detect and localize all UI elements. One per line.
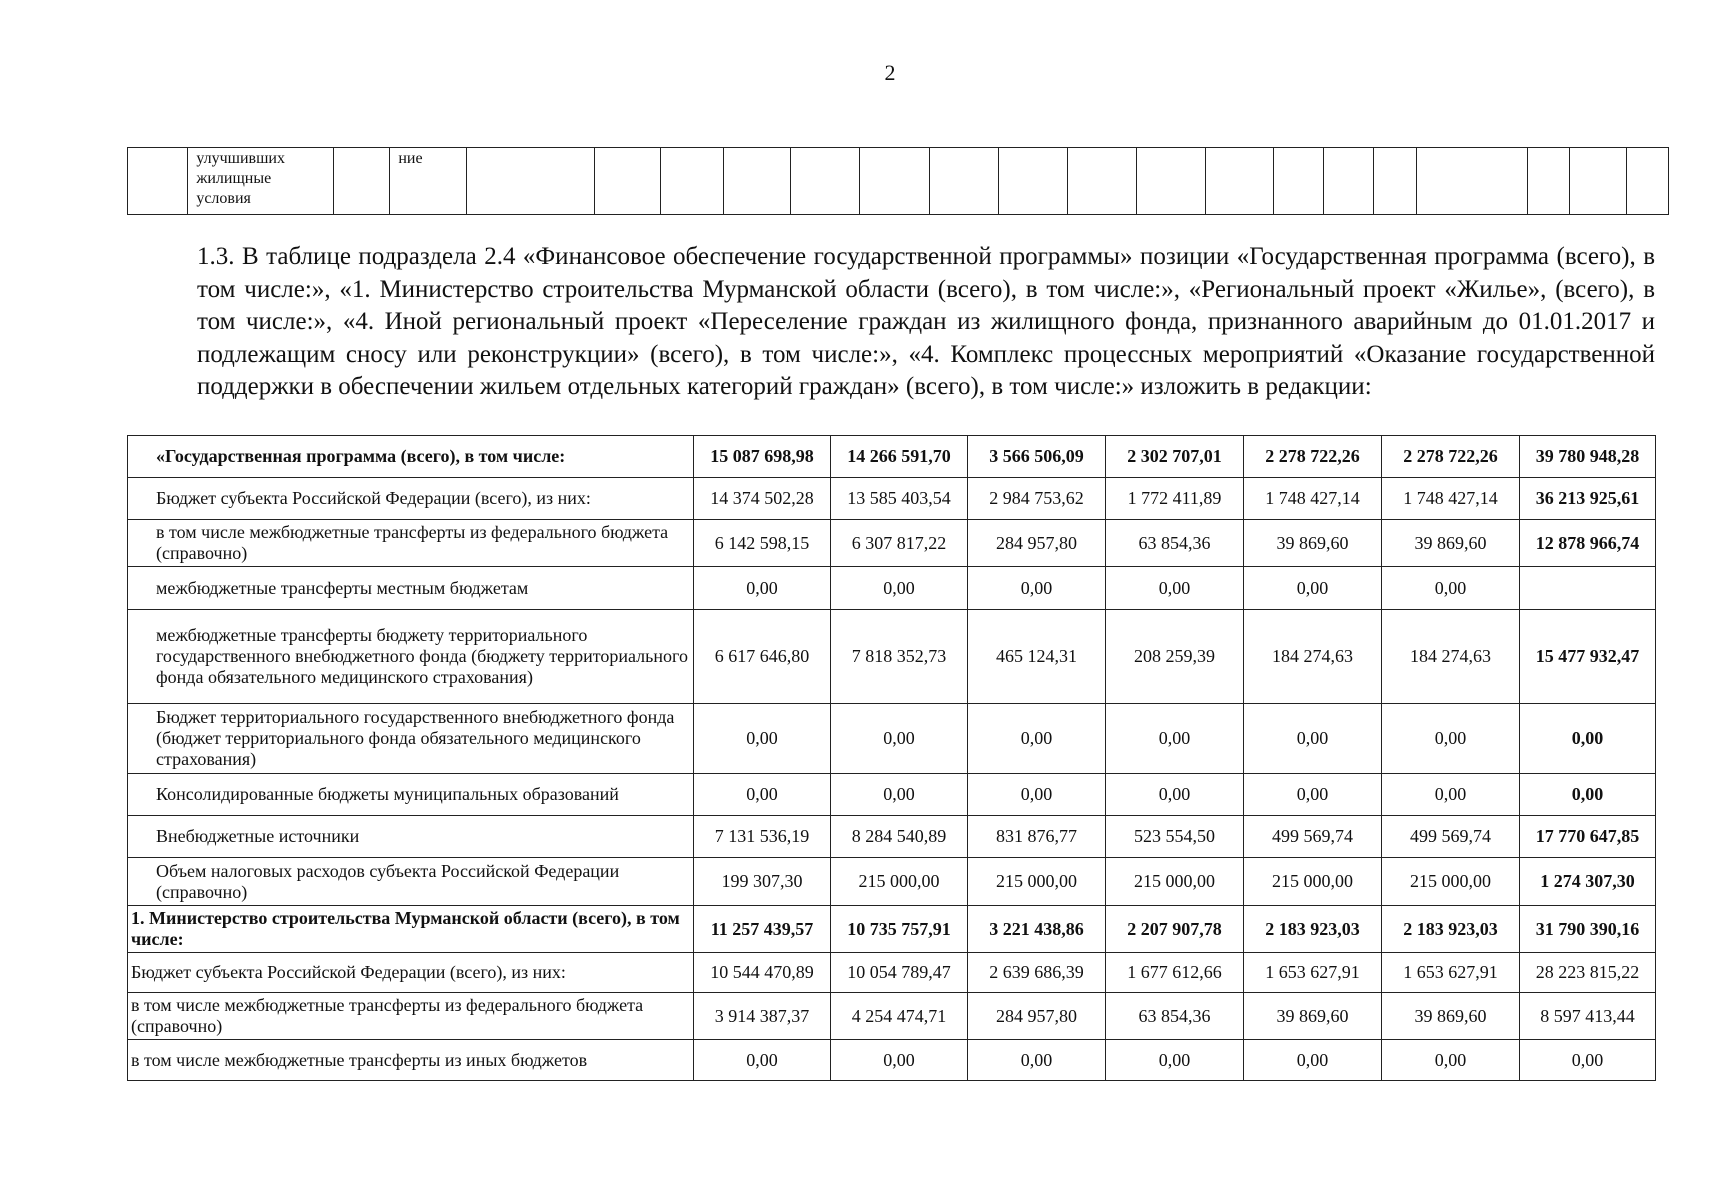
page-number: 2 (884, 60, 896, 85)
table-cell: 31 790 390,16 (1520, 906, 1656, 953)
table-cell: 215 000,00 (1244, 858, 1382, 906)
table-cell: 2 639 686,39 (968, 953, 1106, 993)
table-cell: 215 000,00 (968, 858, 1106, 906)
table-cell: 0,00 (1520, 774, 1656, 816)
table-cell: 215 000,00 (1106, 858, 1244, 906)
table-cell: 831 876,77 (968, 816, 1106, 858)
table-cell: 2 278 722,26 (1382, 436, 1520, 478)
table-cell: 184 274,63 (1382, 610, 1520, 704)
table-cell: 7 818 352,73 (831, 610, 968, 704)
table-cell: 39 869,60 (1244, 520, 1382, 567)
row-label: в том числе межбюджетные трансферты из иных бюджетов (128, 1040, 694, 1081)
table-cell: 63 854,36 (1106, 520, 1244, 567)
table-cell: 0,00 (831, 567, 968, 610)
table-row (128, 610, 1656, 704)
table-cell: 2 278 722,26 (1244, 436, 1382, 478)
table-cell: 10 054 789,47 (831, 953, 968, 993)
table-cell: 2 302 707,01 (1106, 436, 1244, 478)
table-cell: 0,00 (968, 1040, 1106, 1081)
table-cell: 523 554,50 (1106, 816, 1244, 858)
table-cell: 39 869,60 (1382, 993, 1520, 1040)
row-label: Бюджет территориального государственного внебюджетного фонда (бюджет территориального фонда обязательного медицинского страхования) (128, 704, 694, 774)
financing-table (127, 435, 1656, 1081)
table-cell: 4 254 474,71 (831, 993, 968, 1040)
table-cell: 10 544 470,89 (694, 953, 831, 993)
table-row (128, 704, 1656, 774)
table-cell: 0,00 (1382, 774, 1520, 816)
table-cell: 15 087 698,98 (694, 436, 831, 478)
table-cell: 208 259,39 (1106, 610, 1244, 704)
table-cell: 0,00 (694, 567, 831, 610)
table-cell: 6 142 598,15 (694, 520, 831, 567)
table-cell: 0,00 (1244, 567, 1382, 610)
row-label: 1. Министерство строительства Мурманской области (всего), в том числе: (128, 906, 694, 953)
table-cell: 0,00 (1106, 1040, 1244, 1081)
table-cell: 3 566 506,09 (968, 436, 1106, 478)
row-label: в том числе межбюджетные трансферты из федерального бюджета (справочно) (128, 520, 694, 567)
table-cell: 499 569,74 (1382, 816, 1520, 858)
table-cell: 8 597 413,44 (1520, 993, 1656, 1040)
table-cell: 1 748 427,14 (1382, 478, 1520, 520)
amendment-paragraph (127, 241, 1655, 404)
row-label: «Государственная программа (всего), в том числе: (128, 436, 694, 478)
table-row (128, 953, 1656, 993)
table-cell: 215 000,00 (1382, 858, 1520, 906)
table-row (128, 858, 1656, 906)
table-cell: 7 131 536,19 (694, 816, 831, 858)
table-row (128, 906, 1656, 953)
table-cell: 0,00 (1106, 704, 1244, 774)
table-cell: 6 307 817,22 (831, 520, 968, 567)
table-cell: 2 183 923,03 (1244, 906, 1382, 953)
table-cell: 0,00 (968, 704, 1106, 774)
table-row (128, 1040, 1656, 1081)
fragment-cell-text: ние (390, 148, 466, 215)
table-row (128, 520, 1656, 567)
table-cell (1520, 567, 1656, 610)
table-row (128, 816, 1656, 858)
table-cell: 39 869,60 (1244, 993, 1382, 1040)
amendment-text: 1.3. В таблице подраздела 2.4 «Финансовое обеспечение государственной программы» позиции «Государственная программа (всего), в том числе:», «1. Министерство строительства Мурманской области (всего), в том числе:», «Региональный проект «Жилье», (всего), в том числе:», «4. Иной региональный проект «Переселение граждан из жилищного фонда, признанного аварийным до 01.01.2017 и подлежащим сносу или реконструкции» (всего), в том числе:», «4. Комплекс процессных мероприятий «Оказание государственной поддержки в обеспечении жильем отдельных категорий граждан» (всего), в том числе:» изложить в редакции: (197, 243, 1655, 400)
table-cell: 0,00 (831, 774, 968, 816)
table-row (128, 436, 1656, 478)
table-row (128, 567, 1656, 610)
table-cell: 63 854,36 (1106, 993, 1244, 1040)
row-label: Консолидированные бюджеты муниципальных образований (128, 774, 694, 816)
table-cell: 0,00 (968, 567, 1106, 610)
table-cell: 0,00 (831, 704, 968, 774)
table-cell: 2 207 907,78 (1106, 906, 1244, 953)
previous-table-fragment (127, 147, 1669, 215)
row-label: Внебюджетные источники (128, 816, 694, 858)
table-cell: 10 735 757,91 (831, 906, 968, 953)
table-cell: 15 477 932,47 (1520, 610, 1656, 704)
table-cell: 0,00 (1382, 704, 1520, 774)
table-cell: 1 274 307,30 (1520, 858, 1656, 906)
table-cell: 1 748 427,14 (1244, 478, 1382, 520)
table-cell: 14 374 502,28 (694, 478, 831, 520)
table-cell: 0,00 (694, 1040, 831, 1081)
table-cell: 184 274,63 (1244, 610, 1382, 704)
table-cell: 2 984 753,62 (968, 478, 1106, 520)
table-cell: 17 770 647,85 (1520, 816, 1656, 858)
table-cell: 6 617 646,80 (694, 610, 831, 704)
table-cell: 0,00 (1382, 1040, 1520, 1081)
table-cell: 0,00 (968, 774, 1106, 816)
table-row (128, 774, 1656, 816)
table-cell: 39 780 948,28 (1520, 436, 1656, 478)
table-cell: 8 284 540,89 (831, 816, 968, 858)
table-cell: 1 677 612,66 (1106, 953, 1244, 993)
table-cell: 1 772 411,89 (1106, 478, 1244, 520)
table-cell: 0,00 (1244, 774, 1382, 816)
fragment-label: улучшивших жилищные условия (188, 148, 334, 215)
table-cell: 0,00 (1520, 704, 1656, 774)
table-cell: 2 183 923,03 (1382, 906, 1520, 953)
row-label: Объем налоговых расходов субъекта Российской Федерации (справочно) (128, 858, 694, 906)
table-cell: 1 653 627,91 (1244, 953, 1382, 993)
table-cell: 0,00 (831, 1040, 968, 1081)
table-cell: 199 307,30 (694, 858, 831, 906)
table-cell: 0,00 (1106, 774, 1244, 816)
table-cell: 39 869,60 (1382, 520, 1520, 567)
table-cell: 215 000,00 (831, 858, 968, 906)
table-cell: 14 266 591,70 (831, 436, 968, 478)
table-cell: 28 223 815,22 (1520, 953, 1656, 993)
table-row (128, 993, 1656, 1040)
table-cell: 13 585 403,54 (831, 478, 968, 520)
table-cell: 0,00 (694, 774, 831, 816)
table-cell: 0,00 (694, 704, 831, 774)
row-label: Бюджет субъекта Российской Федерации (всего), из них: (128, 478, 694, 520)
table-cell: 284 957,80 (968, 993, 1106, 1040)
table-cell: 0,00 (1520, 1040, 1656, 1081)
table-cell: 0,00 (1244, 704, 1382, 774)
table-cell: 0,00 (1244, 1040, 1382, 1081)
table-cell: 36 213 925,61 (1520, 478, 1656, 520)
row-label: межбюджетные трансферты бюджету территориального государственного внебюджетного фонда (бюджету территориального фонда обязательного медицинского страхования) (128, 610, 694, 704)
table-cell: 3 914 387,37 (694, 993, 831, 1040)
table-row (128, 478, 1656, 520)
table-cell: 1 653 627,91 (1382, 953, 1520, 993)
table-cell: 284 957,80 (968, 520, 1106, 567)
table-cell: 3 221 438,86 (968, 906, 1106, 953)
table-cell: 499 569,74 (1244, 816, 1382, 858)
table-cell: 465 124,31 (968, 610, 1106, 704)
table-cell: 12 878 966,74 (1520, 520, 1656, 567)
row-label: Бюджет субъекта Российской Федерации (всего), из них: (128, 953, 694, 993)
row-label: в том числе межбюджетные трансферты из федерального бюджета (справочно) (128, 993, 694, 1040)
table-cell: 11 257 439,57 (694, 906, 831, 953)
table-cell: 0,00 (1106, 567, 1244, 610)
table-cell: 0,00 (1382, 567, 1520, 610)
row-label: межбюджетные трансферты местным бюджетам (128, 567, 694, 610)
